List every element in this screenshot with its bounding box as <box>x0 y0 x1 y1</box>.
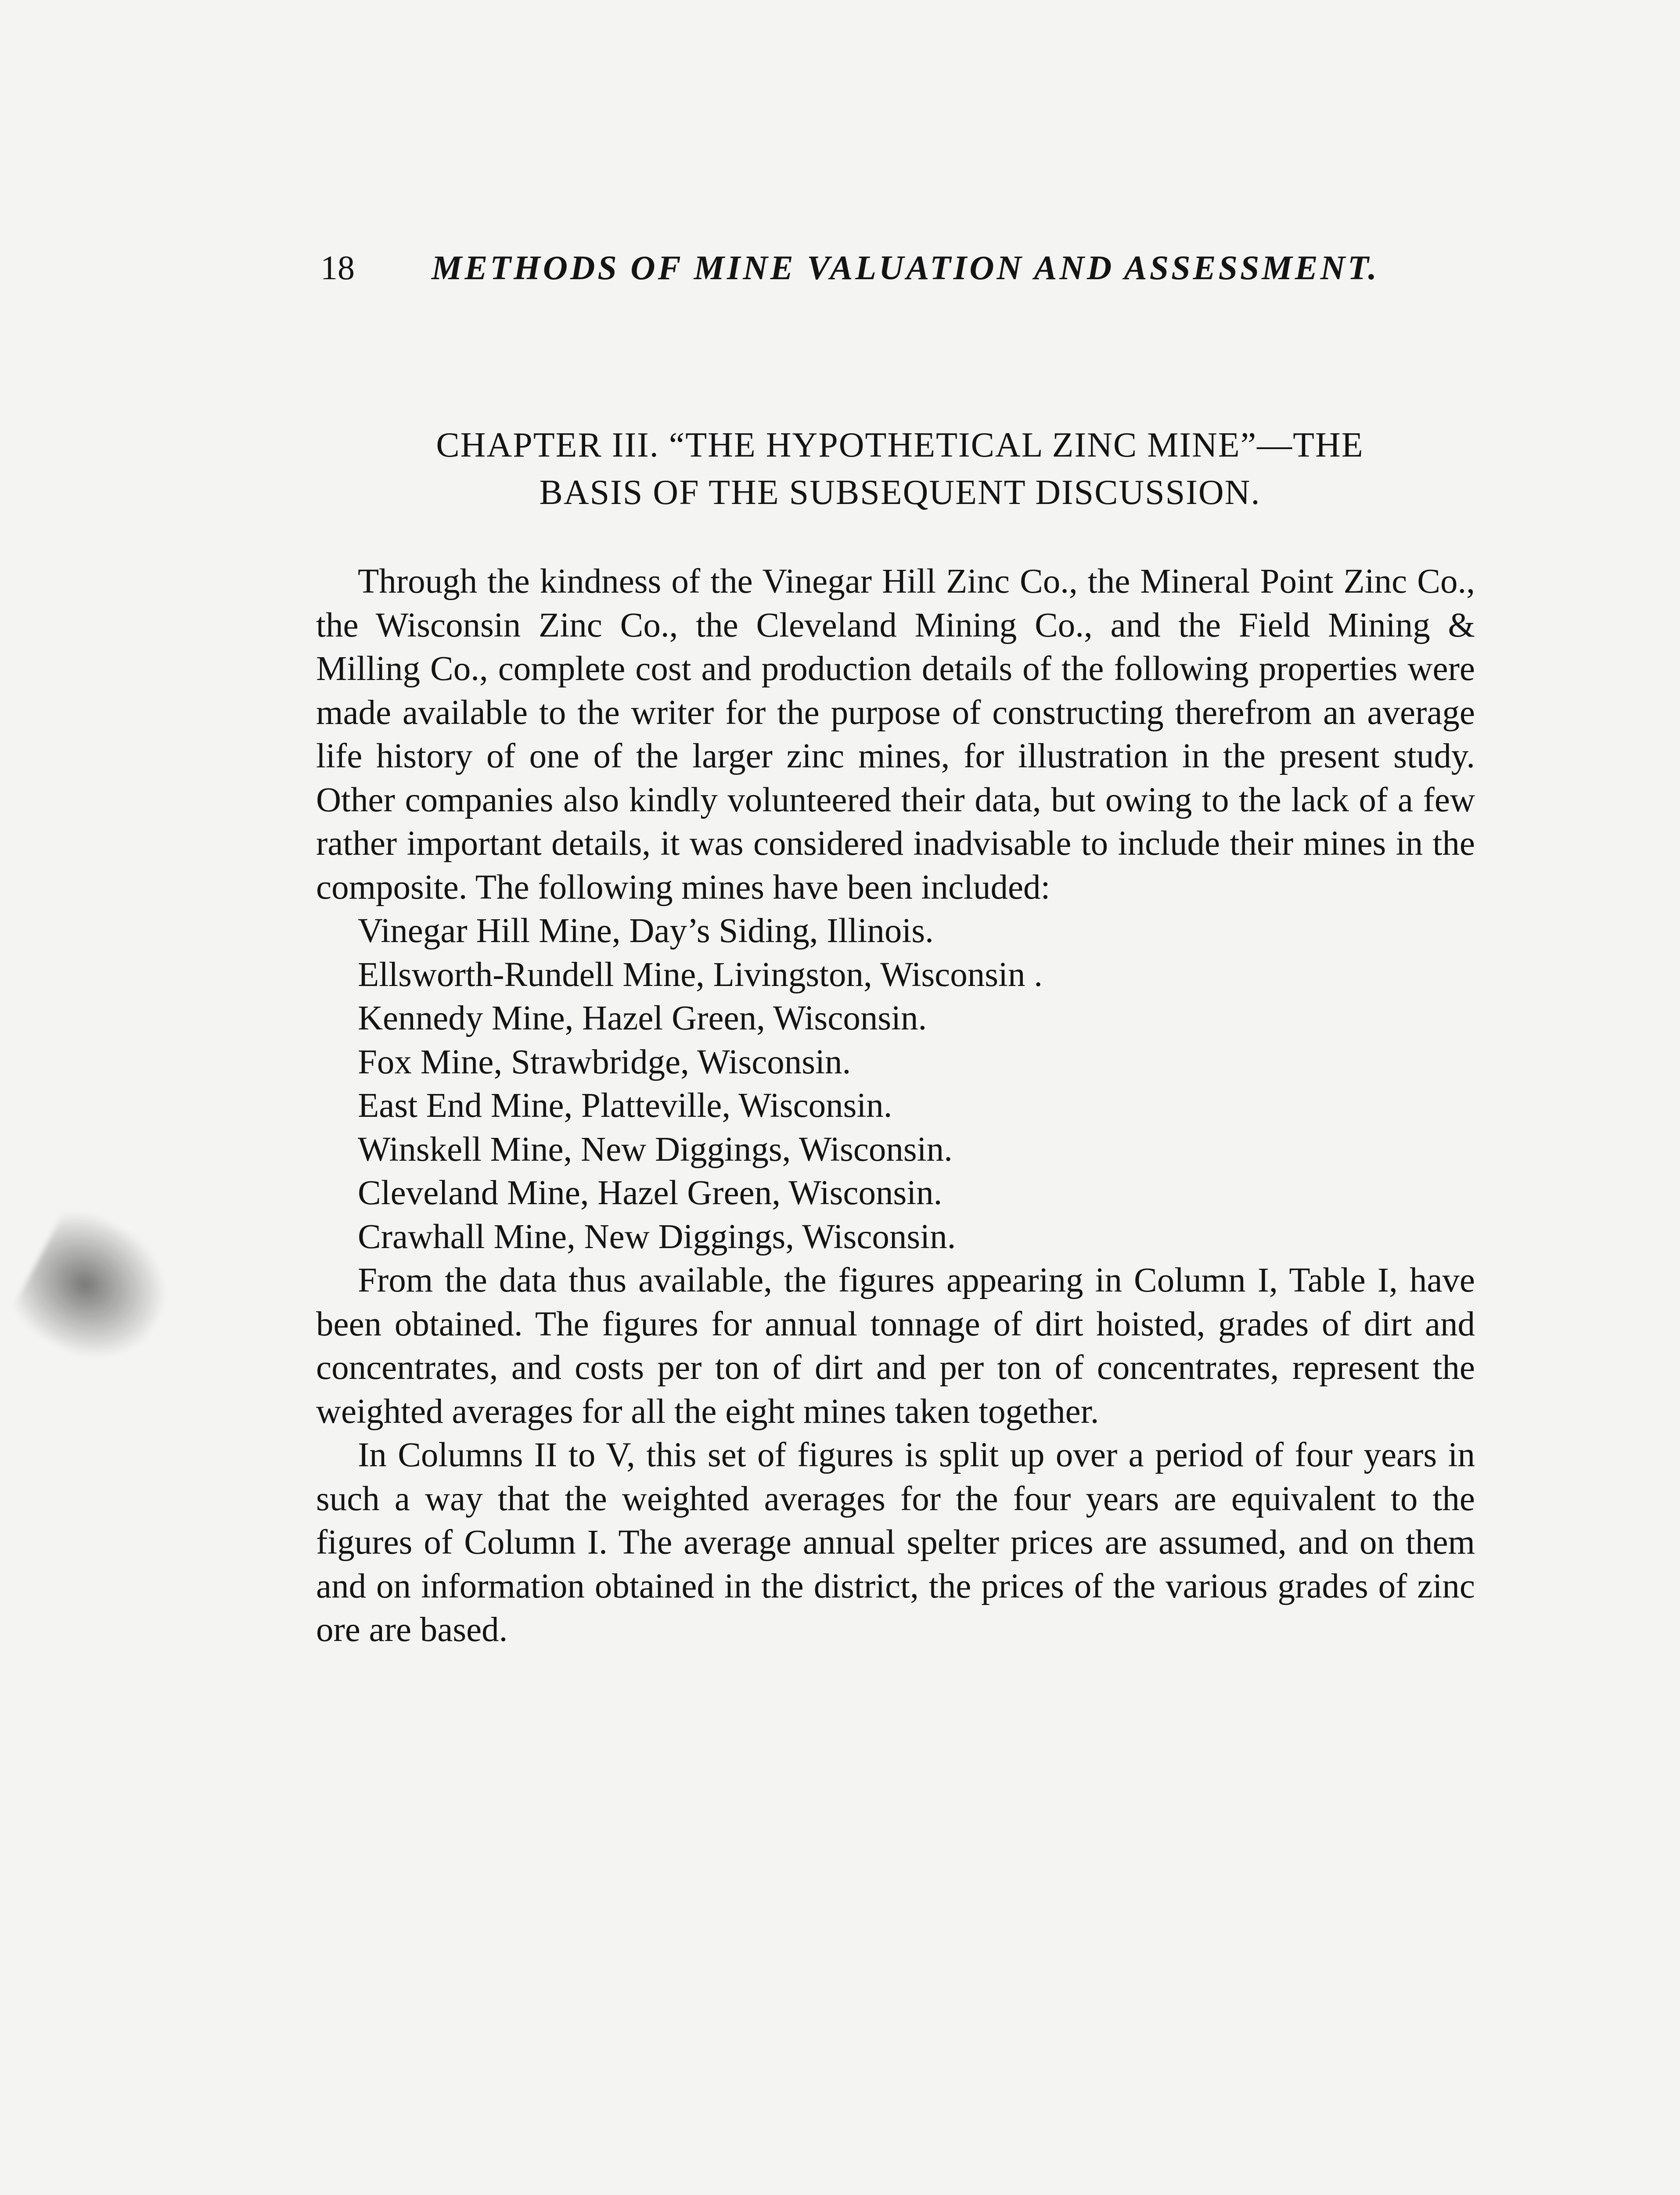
chapter-heading <box>316 421 1484 516</box>
mine-list-item: Crawhall Mine, New Diggings, Wisconsin. <box>358 1217 956 1256</box>
mine-list-item: Cleveland Mine, Hazel Green, Wisconsin. <box>358 1174 943 1212</box>
running-head-title: METHODS OF MINE VALUATION AND ASSESSMENT. <box>432 248 1380 287</box>
paragraph-introduction: Through the kindness of the Vinegar Hill Zinc Co., the Mineral Point Zinc Co., the Wisconsin Zinc Co., the Cleveland Mining Co., and the Field Mining & Milling Co., complete cost and production details of the following properties were made available to the writer for the purpose of constructing therefrom an average life history of one of the larger zinc mines, for illustration in the present study. Other companies also kindly volunteered their data, but owing to the lack of a few rather important details, it was considered inadvisable to include their mines in the composite. The following mines have been included: <box>316 562 1475 907</box>
paragraph-data-source: From the data thus available, the figures appearing in Column I, Table I, have been obtained. The figures for annual tonnage of dirt hoisted, grades of dirt and concentrates, and costs per ton of dirt and per ton of concentrates, represent the weighted averages for all the eight mines taken together. <box>316 1261 1475 1431</box>
mine-list-item: Kennedy Mine, Hazel Green, Wisconsin. <box>358 999 927 1037</box>
paragraph-columns: In Columns II to V, this set of figures is split up over a period of four years in such a way that the weighted averages for the four years are equivalent to the figures of Column I. The average annual spelter prices are assumed, and on them and on information obtained in the district, the prices of the various grades of zinc ore are based. <box>316 1436 1475 1649</box>
running-head <box>320 246 1506 290</box>
ink-smudge <box>7 1202 186 1380</box>
chapter-heading-line-2: BASIS OF THE SUBSEQUENT DISCUSSION. <box>539 473 1261 512</box>
mine-list-item: Winskell Mine, New Diggings, Wisconsin. <box>358 1130 953 1169</box>
mine-list-item: Vinegar Hill Mine, Day’s Siding, Illinois. <box>358 912 934 950</box>
body-text <box>316 560 1475 1652</box>
chapter-heading-line-1: CHAPTER III. “THE HYPOTHETICAL ZINC MINE”—THE <box>436 426 1364 464</box>
mine-list-item: Ellsworth-Rundell Mine, Livingston, Wisconsin . <box>358 955 1043 994</box>
mine-list-item: Fox Mine, Strawbridge, Wisconsin. <box>358 1043 851 1081</box>
mine-list-item: East End Mine, Platteville, Wisconsin. <box>358 1087 892 1125</box>
page-number: 18 <box>320 248 355 287</box>
mine-list <box>316 909 1475 1259</box>
